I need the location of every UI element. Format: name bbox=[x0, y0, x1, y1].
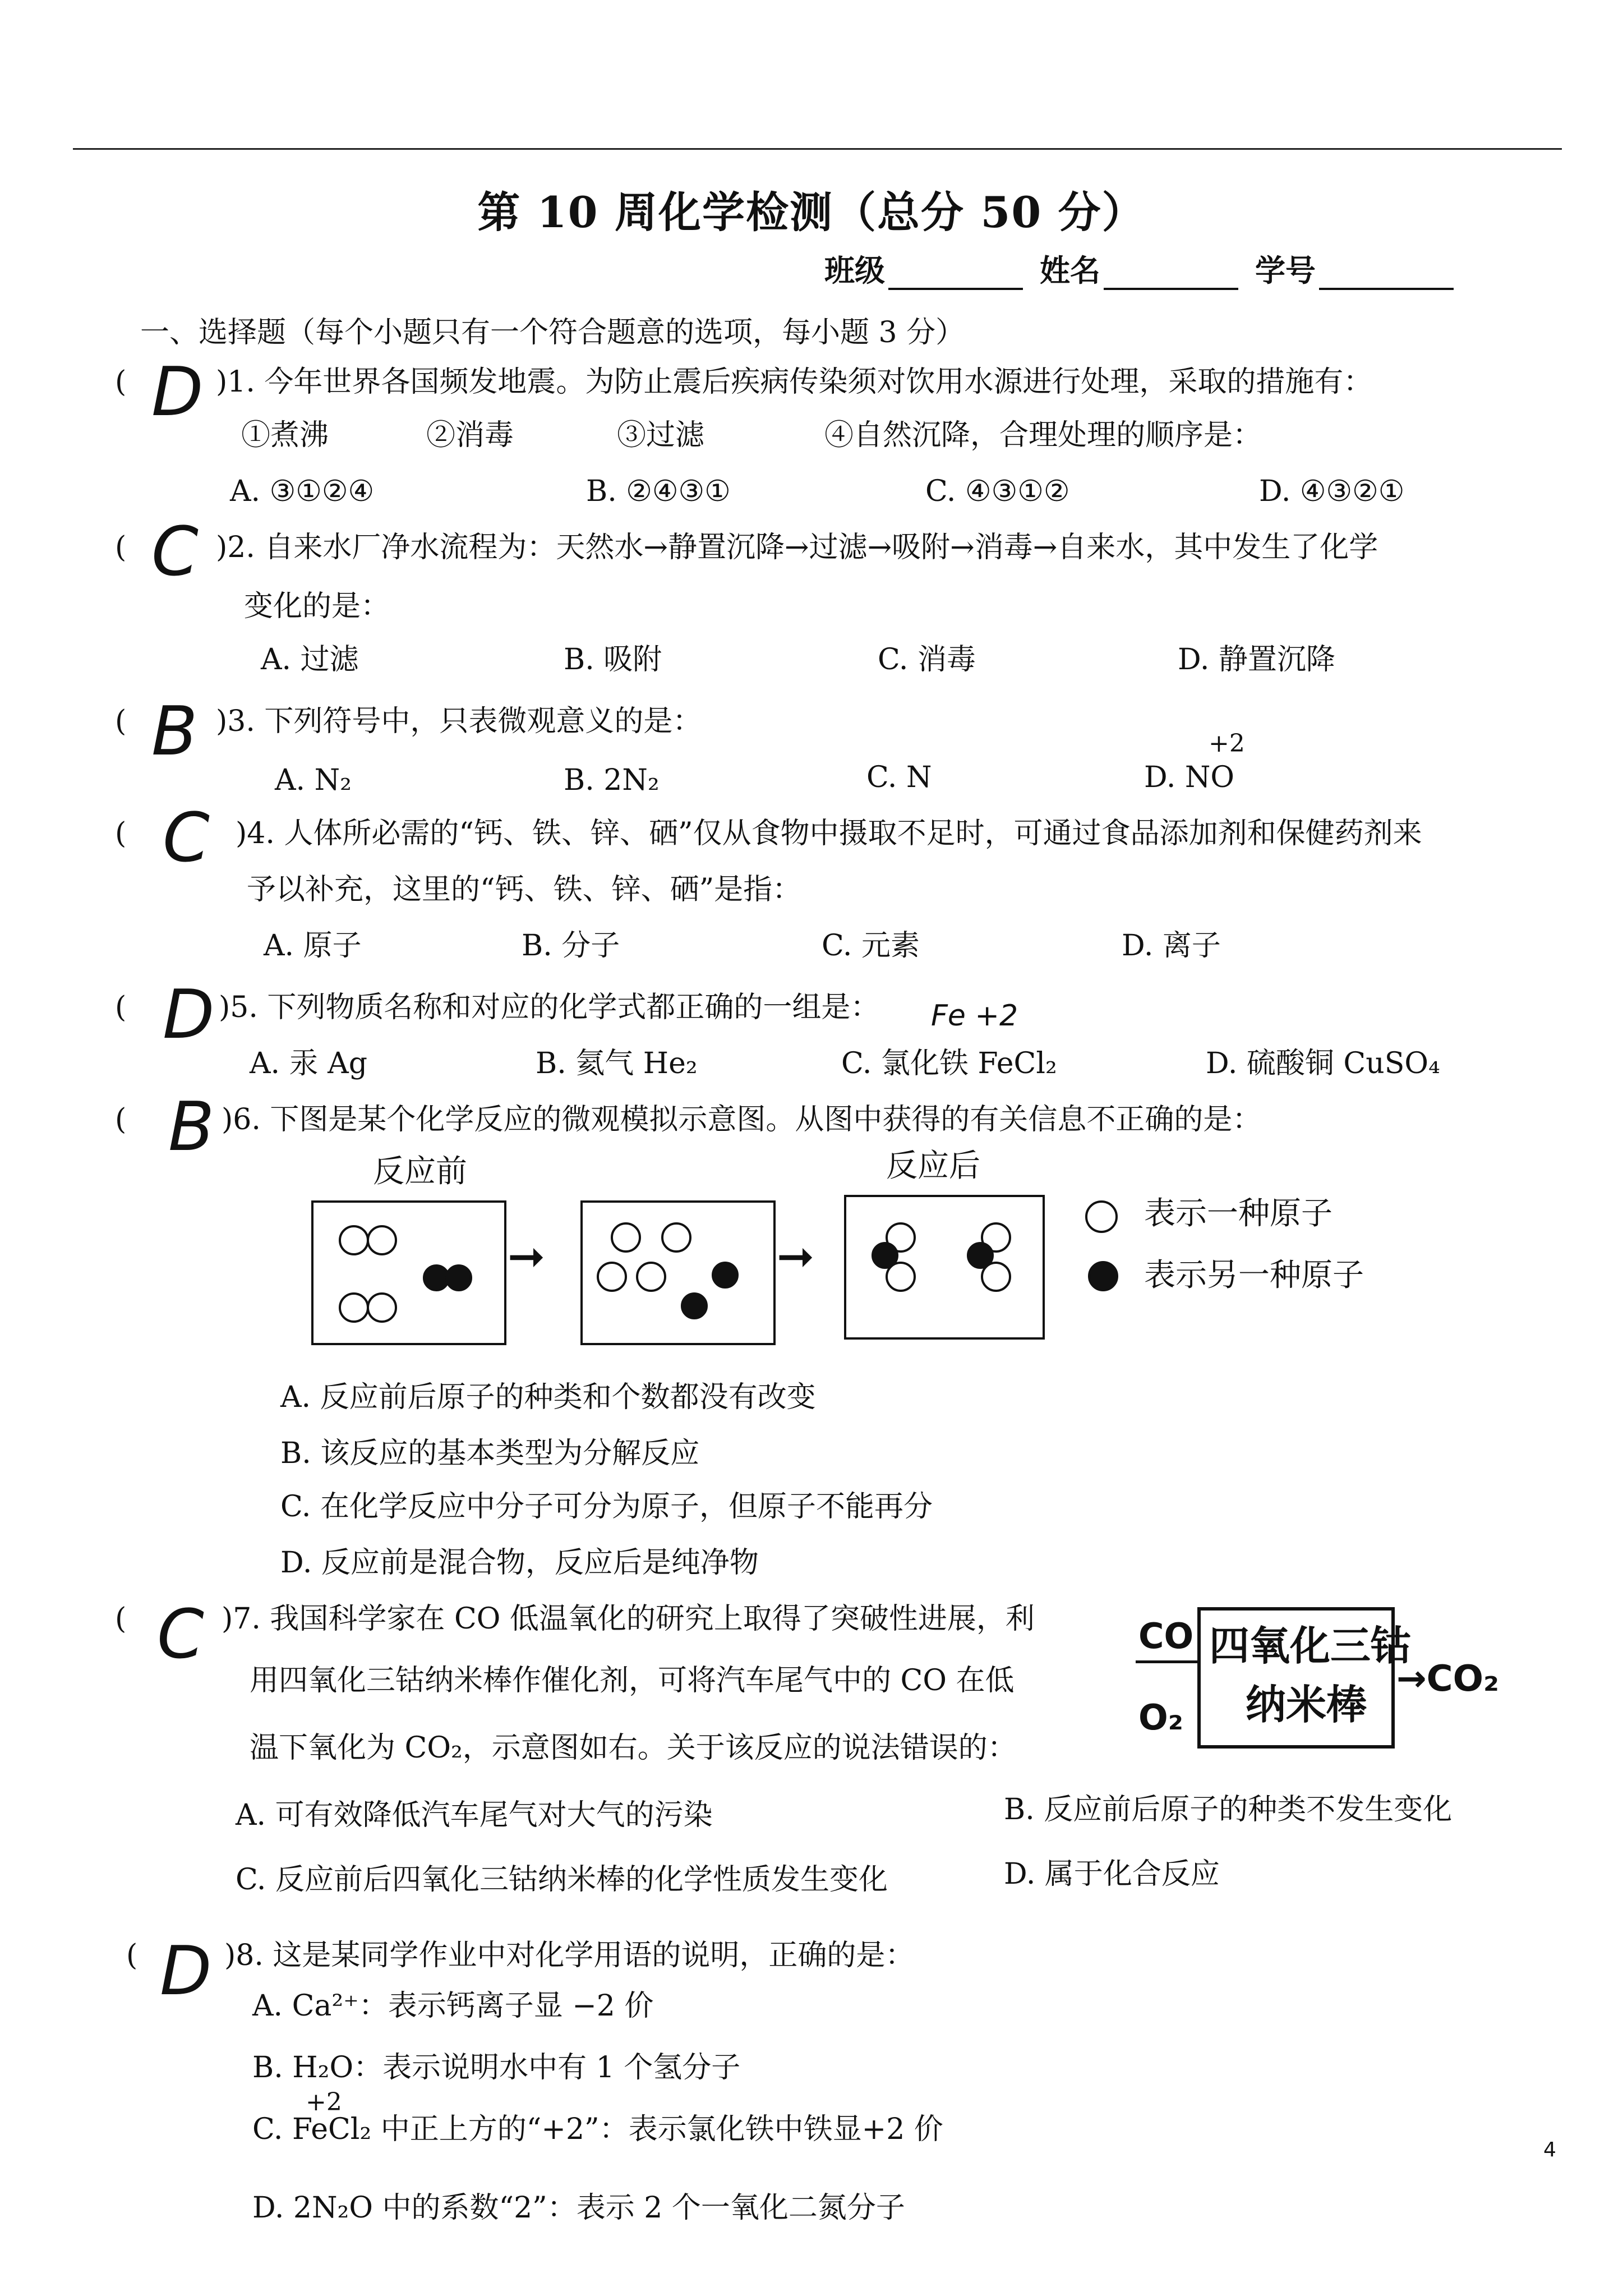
catalyst-label-line2: 纳米棒 bbox=[1246, 1681, 1367, 1728]
q3-option-a: A. N₂ bbox=[275, 763, 352, 797]
q1-item: ②消毒 bbox=[426, 418, 514, 452]
q4-answer: C bbox=[163, 799, 210, 877]
q3-option-d-valence: +2 bbox=[1209, 729, 1245, 758]
catalyst-box bbox=[1197, 1607, 1412, 1749]
q4-option-d: D. 离子 bbox=[1122, 929, 1221, 963]
q2-stem: )2. 自来水厂净水流程为：天然水→静置沉降→过滤→吸附→消毒→自来水，其中发生了化学 bbox=[216, 531, 1378, 564]
q7-paren: ( bbox=[115, 1602, 127, 1636]
q7-option-a: A. 可有效降低汽车尾气对大气的污染 bbox=[236, 1798, 713, 1832]
q5-option-d: D. 硫酸铜 CuSO₄ bbox=[1206, 1047, 1440, 1080]
q8-stem: )8. 这是某同学作业中对化学用语的说明，正确的是： bbox=[224, 1939, 915, 1972]
q3-answer: B bbox=[151, 693, 198, 771]
q1-option-d: D. ④③②① bbox=[1259, 475, 1405, 508]
arrow-1: ➞ bbox=[508, 1230, 546, 1282]
q7-option-b: B. 反应前后原子的种类不发生变化 bbox=[1004, 1793, 1453, 1826]
q6-stem: )6. 下图是某个化学反应的微观模拟示意图。从图中获得的有关信息不正确的是： bbox=[222, 1103, 1262, 1137]
q8-answer: D bbox=[160, 1932, 212, 2010]
q2-option-c: C. 消毒 bbox=[878, 643, 976, 677]
q3-stem: )3. 下列符号中，只表微观意义的是： bbox=[216, 705, 702, 738]
q5-paren: ( bbox=[115, 991, 127, 1024]
q6-paren: ( bbox=[115, 1103, 127, 1137]
q2-paren: ( bbox=[115, 531, 127, 564]
q8-option-c-valence: +2 bbox=[306, 2088, 342, 2116]
page-title: 第 10 周化学检测（总分 50 分） bbox=[477, 187, 1146, 237]
q6-option-c: C. 在化学反应中分子可分为原子，但原子不能再分 bbox=[280, 1490, 933, 1524]
before-box bbox=[311, 1200, 506, 1345]
input-co: CO bbox=[1138, 1616, 1194, 1657]
q8-option-b: B. H₂O：表示说明水中有 1 个氢分子 bbox=[252, 2051, 741, 2085]
legend-white-atom bbox=[1085, 1200, 1118, 1233]
q4-option-c: C. 元素 bbox=[822, 929, 920, 963]
q6-answer: B bbox=[168, 1088, 215, 1166]
q1-option-c: C. ④③①② bbox=[925, 475, 1070, 508]
q5-stem: )5. 下列物质名称和对应的化学式都正确的一组是： bbox=[219, 991, 880, 1024]
q1-option-a: A. ③①②④ bbox=[230, 475, 375, 508]
q1-stem: )1. 今年世界各国频发地震。为防止震后疾病传染须对饮用水源进行处理，采取的措施有： bbox=[216, 365, 1373, 399]
class-field[interactable]: 班级 bbox=[824, 247, 1023, 290]
q4-option-a: A. 原子 bbox=[264, 929, 362, 963]
q5-answer: D bbox=[163, 976, 215, 1054]
q8-option-a: A. Ca²⁺：表示钙离子显 −2 价 bbox=[252, 1989, 654, 2023]
q1-paren: ( bbox=[115, 365, 127, 399]
q7-stem: )7. 我国科学家在 CO 低温氧化的研究上取得了突破性进展，利 bbox=[222, 1602, 1035, 1636]
q3-option-c: C. N bbox=[866, 761, 932, 794]
legend-black-atom bbox=[1088, 1261, 1118, 1291]
q3-option-d: D. NO bbox=[1144, 761, 1235, 794]
q5-option-b: B. 氦气 He₂ bbox=[536, 1047, 698, 1080]
q7-option-d: D. 属于化合反应 bbox=[1004, 1857, 1220, 1891]
q1-item: ①煮沸 bbox=[241, 418, 329, 452]
q6-option-a: A. 反应前后原子的种类和个数都没有改变 bbox=[280, 1381, 816, 1414]
q5-option-a: A. 汞 Ag bbox=[250, 1047, 367, 1080]
q1-option-b: B. ②④③① bbox=[586, 475, 731, 508]
q2-option-b: B. 吸附 bbox=[564, 643, 662, 677]
q3-paren: ( bbox=[115, 705, 127, 738]
q2-option-a: A. 过滤 bbox=[261, 643, 359, 677]
student-id-field[interactable]: 学号 bbox=[1255, 247, 1454, 290]
output-co2: →CO₂ bbox=[1396, 1658, 1500, 1700]
q8-paren: ( bbox=[126, 1939, 138, 1972]
student-info-fields bbox=[824, 247, 1470, 290]
q7-stem-cont: 用四氧化三钴纳米棒作催化剂，可将汽车尾气中的 CO 在低 bbox=[250, 1664, 1015, 1697]
before-label: 反应前 bbox=[373, 1153, 467, 1190]
q5-handwritten-note: Fe +2 bbox=[931, 999, 1018, 1033]
after-box bbox=[844, 1195, 1045, 1340]
legend-black-label: 表示另一种原子 bbox=[1144, 1257, 1364, 1294]
after-label: 反应后 bbox=[886, 1148, 980, 1184]
q4-stem-cont: 予以补充，这里的“钙、铁、锌、硒”是指： bbox=[247, 873, 802, 907]
q8-option-c: C. FeCl₂ 中正上方的“+2”：表示氯化铁中铁显+2 价 bbox=[252, 2113, 943, 2146]
q6-option-d: D. 反应前是混合物，反应后是纯净物 bbox=[280, 1546, 759, 1580]
q2-option-d: D. 静置沉降 bbox=[1178, 643, 1335, 677]
arrow-2: ➞ bbox=[777, 1230, 815, 1282]
q4-stem: )4. 人体所必需的“钙、铁、锌、硒”仅从食物中摄取不足时，可通过食品添加剂和保健药剂来 bbox=[236, 817, 1422, 850]
q1-item: ③过滤 bbox=[617, 418, 705, 452]
q6-option-b: B. 该反应的基本类型为分解反应 bbox=[280, 1437, 700, 1470]
legend-white-label: 表示一种原子 bbox=[1144, 1195, 1332, 1232]
top-rule bbox=[73, 148, 1562, 150]
page-number: 4 bbox=[1543, 2138, 1556, 2161]
q2-answer: C bbox=[151, 513, 199, 591]
q2-stem-cont: 变化的是： bbox=[244, 590, 390, 623]
q7-stem-cont2: 温下氧化为 CO₂，示意图如右。关于该反应的说法错误的： bbox=[250, 1731, 1017, 1765]
q1-answer: D bbox=[151, 353, 204, 431]
q7-answer: C bbox=[157, 1596, 204, 1674]
q7-option-c: C. 反应前后四氧化三钴纳米棒的化学性质发生变化 bbox=[236, 1863, 888, 1897]
q4-option-b: B. 分子 bbox=[522, 929, 620, 963]
q1-item: ④自然沉降，合理处理的顺序是： bbox=[824, 418, 1262, 452]
section-heading: 一、选择题（每个小题只有一个符合题意的选项，每小题 3 分） bbox=[140, 316, 965, 349]
name-field[interactable]: 姓名 bbox=[1040, 247, 1238, 290]
q8-option-d: D. 2N₂O 中的系数“2”：表示 2 个一氧化二氮分子 bbox=[252, 2191, 905, 2225]
catalyst-label-line1: 四氧化三钴 bbox=[1209, 1622, 1412, 1669]
q5-option-c: C. 氯化铁 FeCl₂ bbox=[841, 1047, 1057, 1080]
q3-option-b: B. 2N₂ bbox=[564, 763, 660, 797]
input-o2: O₂ bbox=[1138, 1697, 1183, 1738]
q4-paren: ( bbox=[115, 817, 127, 850]
intermediate-box bbox=[580, 1200, 776, 1345]
